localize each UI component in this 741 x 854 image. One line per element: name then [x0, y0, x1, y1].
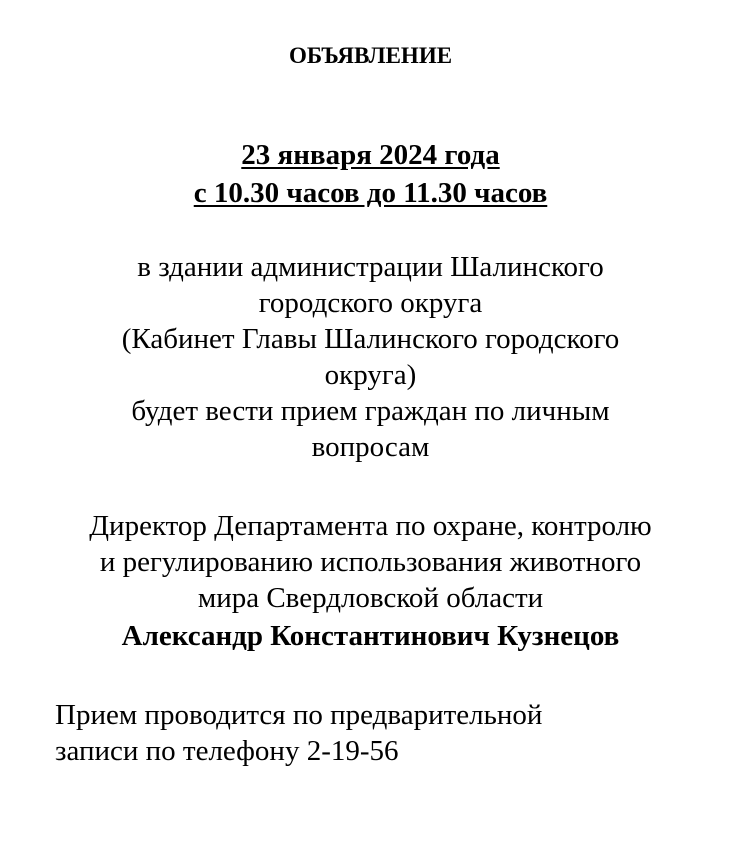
location-line-5: будет вести прием граждан по личным — [131, 395, 610, 427]
official-line-1: Директор Департамента по охране, контролю — [89, 510, 652, 542]
official-line-3: мира Свердловской области — [197, 582, 544, 614]
appointment-line-2: записи по телефону 2-19-56 — [55, 735, 399, 767]
location-line-4: округа) — [324, 359, 417, 391]
appointment-line-1: Прием проводится по предварительной — [55, 699, 543, 731]
official-name: Александр Константинович Кузнецов — [121, 620, 620, 652]
location-line-2: городского округа — [258, 287, 483, 319]
location-line-3: (Кабинет Главы Шалинского городского — [121, 323, 620, 355]
location-line-6: вопросам — [311, 431, 430, 463]
location-line-1: в здании администрации Шалинского — [137, 251, 604, 283]
time-line: с 10.30 часов до 11.30 часов — [193, 177, 548, 209]
announcement-title: ОБЪЯВЛЕНИЕ — [288, 43, 453, 68]
date-line: 23 января 2024 года — [241, 139, 500, 171]
official-line-2: и регулированию использования животного — [99, 546, 642, 578]
